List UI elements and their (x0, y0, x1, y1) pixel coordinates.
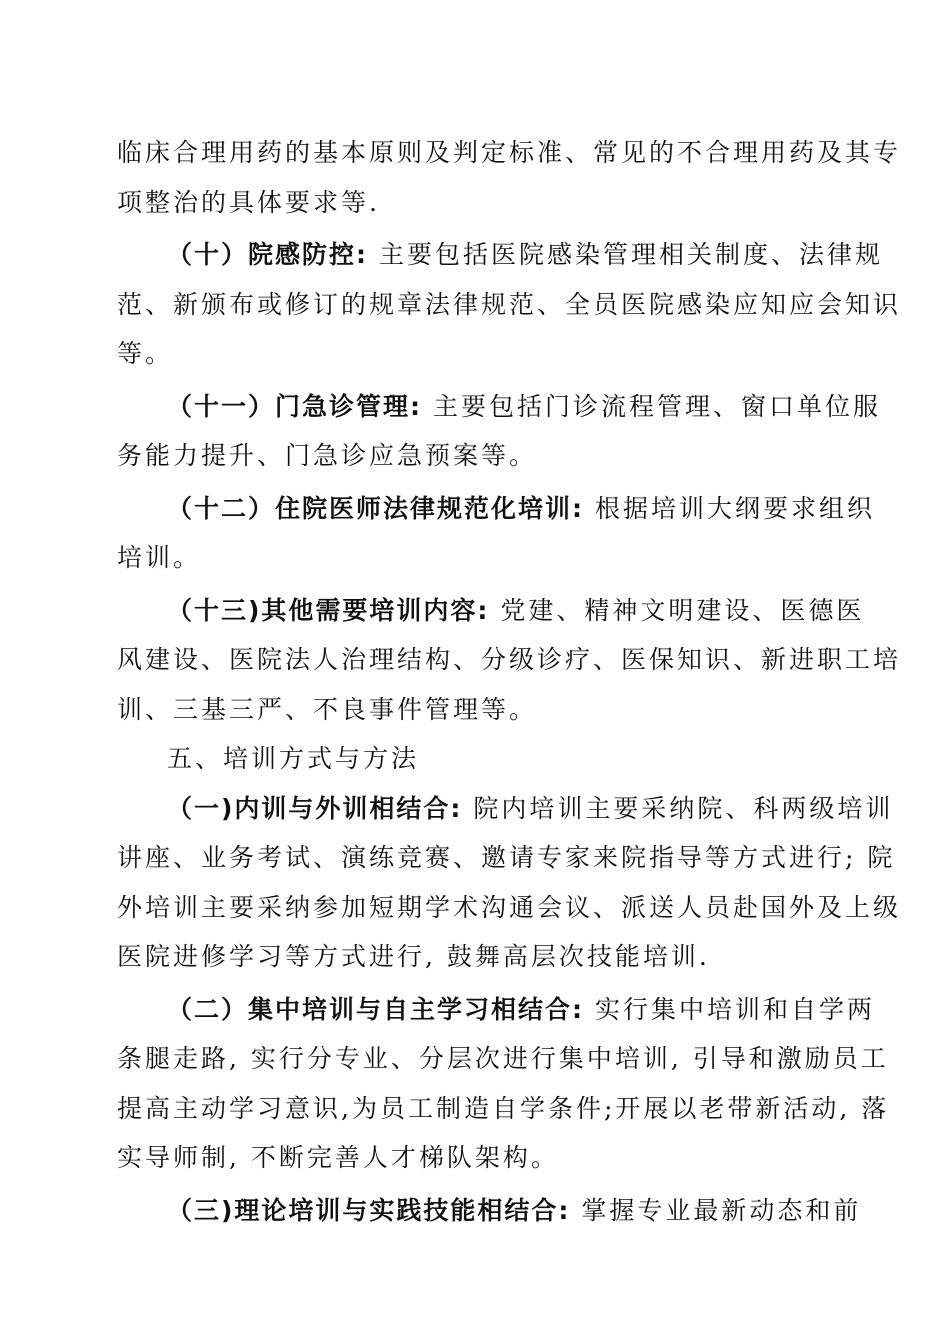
text-line: 临床合理用药的基本原则及判定标准、常见的不合理用药及其专 (117, 138, 902, 167)
text-line: 主要包括医院感染管理相关制度、法律规 (378, 240, 883, 269)
text-line: 培训。 (117, 543, 202, 572)
text-line: 条腿走路, 实行分专业、分层次进行集中培训, 引导和激励员工 (117, 1044, 889, 1073)
text-line: 主要包括门诊流程管理、窗口单位服 (432, 391, 881, 421)
text-line: 等。 (117, 339, 174, 368)
paragraph-heading: （十二）住院医师法律规范化培训: (167, 493, 584, 523)
paragraph-outpatient-management (117, 382, 881, 481)
paragraph-other-training (117, 586, 902, 735)
text-line: 风建设、医院法人治理结构、分级诊疗、医保知识、新进职工培 (117, 645, 902, 674)
text-line: 党建、精神文明建设、医德医 (500, 595, 865, 625)
paragraph-heading: （十三)其他需要培训内容: (167, 595, 490, 625)
text-line: 院内培训主要采纳院、科两级培训 (473, 793, 894, 823)
text-line: 外培训主要采纳参加短期学术沟通会议、派送人员赴国外及上级 (117, 892, 902, 922)
text-line: 讲座、业务考试、演练竞赛、邀请专家来院指导等方式进行; 院 (117, 843, 896, 872)
text-line: 训、三基三严、不良事件管理等。 (117, 694, 538, 724)
paragraph-heading: （十）院感防控: (167, 240, 368, 269)
section-title: 五、培训方式与方法 (167, 744, 420, 773)
text-line: 项整治的具体要求等. (117, 187, 380, 217)
text-line: 掌握专业最新动态和前 (581, 1195, 862, 1225)
document-body (117, 128, 902, 1235)
text-line: 范、新颁布或修订的规章法律规范、全员医院感染应知应会知识 (117, 289, 902, 319)
text-line: 实导师制, 不断完善人才梯队架构。 (117, 1143, 559, 1172)
paragraph-heading: （一)内训与外训相结合: (167, 793, 463, 823)
text-line: 务能力提升、门急诊应急预案等。 (117, 441, 538, 470)
paragraph-heading: （二）集中培训与自主学习相结合: (167, 994, 584, 1024)
paragraph-heading: （三)理论培训与实践技能相结合: (167, 1195, 571, 1225)
paragraph-infection-control (117, 230, 902, 379)
text-line: 根据培训大纲要求组织 (594, 493, 875, 523)
text-line: 提高主动学习意识,为员工制造自学条件;开展以老带新活动, 落 (117, 1093, 890, 1123)
paragraph-internal-external-training (117, 784, 902, 982)
paragraph-centralized-self-study (117, 985, 890, 1183)
paragraph-heading: （十一）门急诊管理: (167, 391, 422, 421)
paragraph-theory-practice (117, 1186, 862, 1236)
text-line: 医院进修学习等方式进行, 鼓舞高层次技能培训. (117, 942, 710, 971)
text-line: 实行集中培训和自学两 (594, 994, 875, 1024)
paragraph-drug-use-continued (117, 128, 902, 227)
paragraph-resident-training (117, 484, 875, 583)
